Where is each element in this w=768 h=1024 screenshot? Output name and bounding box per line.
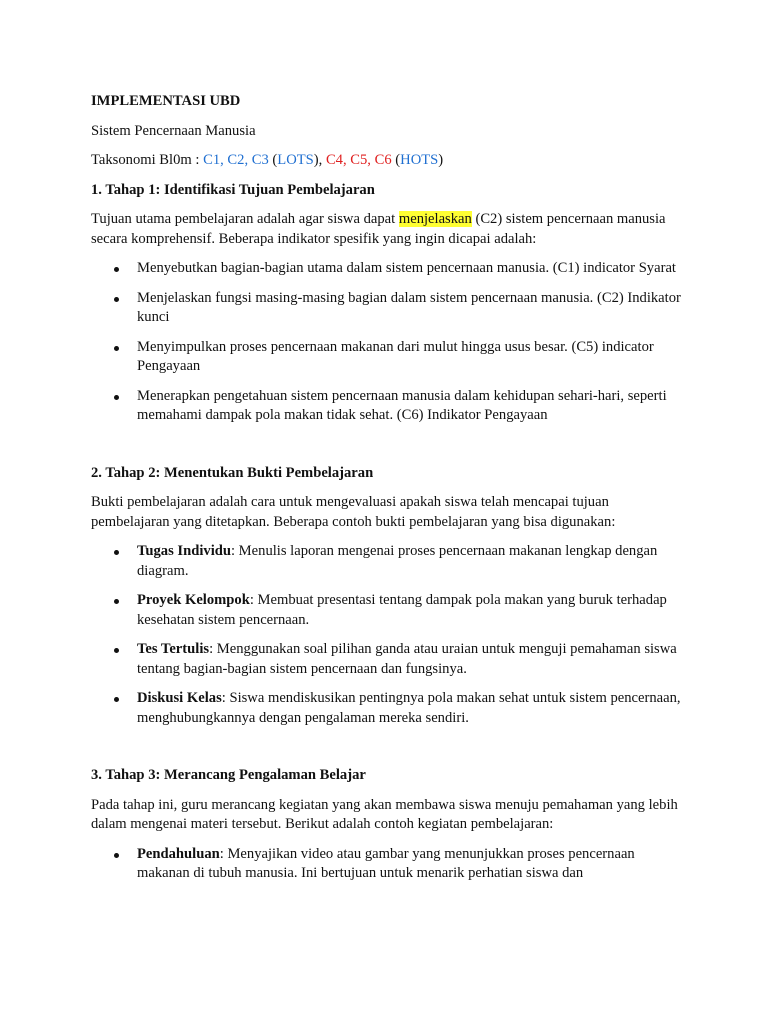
list-item — [91, 845, 681, 884]
list-item — [91, 542, 681, 581]
list-item — [91, 689, 681, 728]
section2-heading: 2. Tahap 2: Menentukan Bukti Pembelajaran — [91, 464, 374, 481]
list-item: Menyimpulkan proses pencernaan makanan dari mulut hingga usus besar. (C5) indicator Pengayaan — [91, 338, 681, 377]
list-item: Menerapkan pengetahuan sistem pencernaan manusia dalam kehidupan sehari-hari, seperti memahami dampak pola makan tidak sehat. (C6) Indikator Pengayaan — [91, 387, 681, 426]
section1-heading: 1. Tahap 1: Identifikasi Tujuan Pembelajaran — [91, 181, 375, 198]
section1-intro-after: (C2) sistem pencernaan manusia secara komprehensif. Beberapa indikator spesifik yang ingin dicapai adalah: — [91, 211, 666, 247]
hots-label: HOTS — [400, 152, 439, 168]
list-item-term: Diskusi Kelas — [137, 690, 222, 706]
document-page — [91, 92, 681, 894]
document-title: IMPLEMENTASI UBD — [91, 93, 241, 109]
section-spacer — [91, 436, 681, 464]
lots-label: LOTS — [277, 152, 314, 168]
list-item-term: Tugas Individu — [137, 543, 231, 559]
section3-heading: 3. Tahap 3: Merancang Pengalaman Belajar — [91, 767, 366, 783]
section3-intro: Pada tahap ini, guru merancang kegiatan yang akan membawa siswa menuju pemahaman yang lebih dalam mengenai materi tersebut. Berikut adalah contoh kegiatan pembelajaran: — [91, 796, 678, 832]
list-item: Menjelaskan fungsi masing-masing bagian dalam sistem pencernaan manusia. (C2) Indikator kunci — [91, 289, 681, 328]
list-item — [91, 640, 681, 679]
list-item-text: : Menyajikan video atau gambar yang menunjukkan proses pencernaan makanan di tubuh manusia. Ini bertujuan untuk menarik perhatian siswa dan — [137, 845, 635, 881]
taxonomy-prefix: Taksonomi Bl0m : — [91, 152, 204, 168]
section2-intro: Bukti pembelajaran adalah cara untuk mengevaluasi apakah siswa telah mencapai tujuan pembelajaran yang ditetapkan. Beberapa contoh bukti pembelajaran yang bisa digunakan: — [91, 494, 616, 530]
list-item-text: : Menulis laporan mengenai proses pencernaan makanan lengkap dengan diagram. — [137, 543, 658, 579]
section-spacer — [91, 738, 681, 766]
highlighted-keyword: menjelaskan — [398, 211, 472, 227]
taxonomy-line: Taksonomi Bl0m : C1, C2, C3 (LOTS), C4, C5, C6 (HOTS) — [91, 152, 444, 168]
hots-levels: C4, C5, C6 — [325, 152, 392, 168]
section1-list — [91, 259, 681, 426]
section1-intro-before: Tujuan utama pembelajaran adalah agar siswa dapat — [91, 211, 399, 227]
list-item-text: : Membuat presentasi tentang dampak pola makan yang buruk terhadap kesehatan sistem pencernaan. — [137, 592, 667, 628]
section3-list — [91, 845, 681, 884]
list-item: Menyebutkan bagian-bagian utama dalam sistem pencernaan manusia. (C1) indicator Syarat — [91, 259, 681, 279]
list-item-term: Tes Tertulis — [137, 641, 210, 657]
lots-levels: C1, C2, C3 — [203, 152, 269, 168]
list-item-text: : Menggunakan soal pilihan ganda atau uraian untuk menguji pemahaman siswa tentang bagian-bagian sistem pencernaan dan fungsinya. — [137, 641, 677, 677]
list-item-text: : Siswa mendiskusikan pentingnya pola makan sehat untuk sistem pencernaan, menghubungkannya dengan pengalaman mereka sendiri. — [137, 690, 681, 726]
document-subtitle: Sistem Pencernaan Manusia — [91, 122, 256, 139]
section1-intro — [91, 210, 681, 249]
list-item — [91, 591, 681, 630]
section2-list — [91, 542, 681, 728]
list-item-term: Proyek Kelompok — [137, 592, 250, 608]
list-item-term: Pendahuluan — [137, 845, 220, 862]
